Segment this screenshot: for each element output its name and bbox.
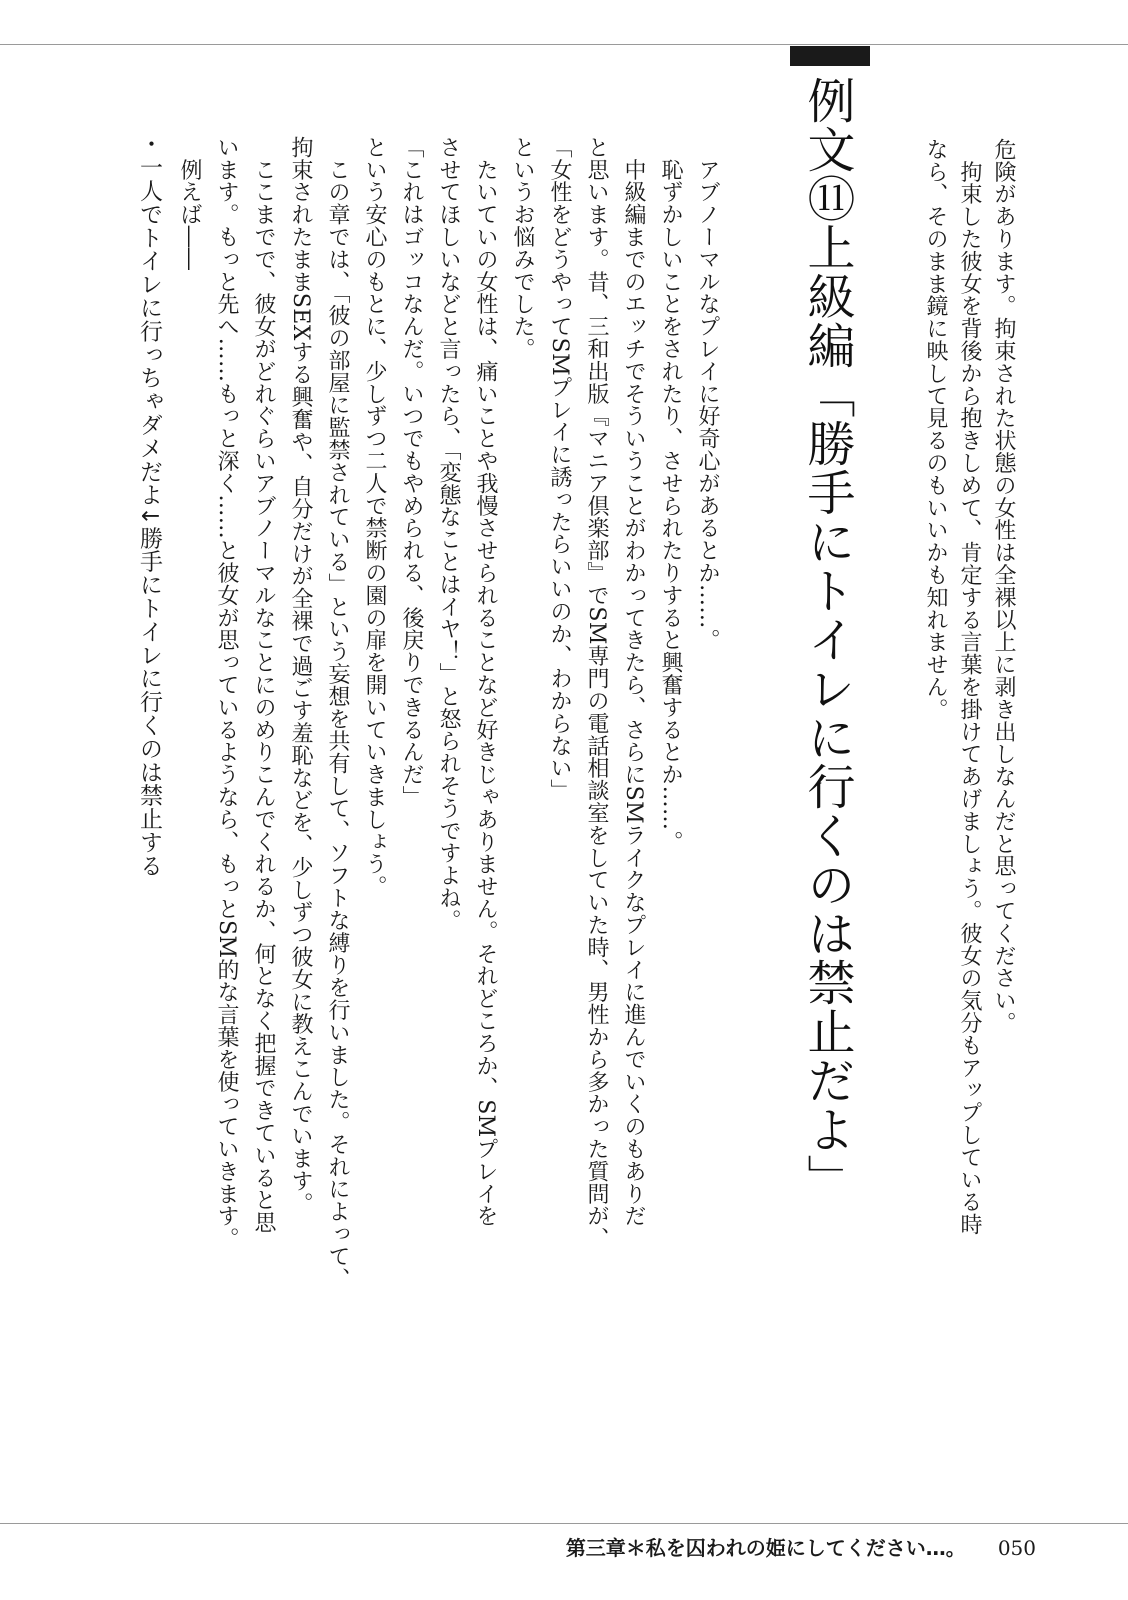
bottom-rule	[0, 1523, 1128, 1524]
intro-line-3: なら、そのまま鏡に映して見るのもいいかも知れません。	[923, 138, 948, 721]
body-line-6: というお悩みでした。	[510, 136, 535, 360]
intro-line-2: 拘束した彼女を背後から抱きしめて、肯定する言葉を掛けてあげましょう。彼女の気分もアップしている時	[957, 138, 982, 1236]
body-line-1: アブノーマルなプレイに好奇心があるとか……。	[695, 136, 720, 652]
body-line-11: この章では、「彼の部屋に監禁されている」という妄想を共有して、ソフトな縛りを行いました。それによって、	[325, 136, 350, 1290]
body-line-2: 恥ずかしいことをされたり、させられたりすると興奮するとか……。	[658, 136, 683, 853]
body-line-8: させてほしいなどと言ったら、「変態なことはイヤ！」と怒られそうですよね。	[436, 136, 461, 932]
body-line-15: 例えば――	[177, 136, 202, 271]
bullet-rule-line: ・一人でトイレに行っちゃダメだよ↓勝手にトイレに行くのは禁止する	[136, 132, 162, 878]
heading-bar-decoration	[790, 46, 870, 66]
body-line-14: います。もっと先へ……もっと深く……と彼女が思っているようなら、もっとSM的な言葉を使っていきます。	[214, 136, 239, 1250]
body-line-4: と思います。昔、三和出版『マニア倶楽部』でSM専門の電話相談室をしていた時、男性から多かった質問が、	[584, 136, 609, 1250]
body-line-10: という安心のもとに、少しずつ二人で禁断の園の扉を開いていきましょう。	[362, 136, 387, 898]
intro-line-1: 危険があります。拘束された状態の女性は全裸以上に剥き出しなんだと思ってください。	[991, 138, 1016, 1034]
body-line-5: 「女性をどうやってSMプレイに誘ったらいいのか、わからない」	[547, 136, 572, 802]
body-line-12: 拘束されたままSEXする興奮や、自分だけが全裸で過ごす羞恥などを、少しずつ彼女に教えこんでいます。	[288, 136, 313, 1215]
section-heading: 例文⑪上級編「勝手にトイレに行くのは禁止だよ」	[799, 76, 855, 1203]
footer-chapter-title: 第三章＊私を囚われの姫にしてください…。	[565, 1536, 966, 1560]
page-number: 050	[997, 1536, 1036, 1560]
body-line-3: 中級編までのエッチでそういうことがわかってきたら、さらにSMライクなプレイに進んでいくのもありだ	[621, 136, 646, 1228]
page-footer	[566, 1532, 1036, 1561]
body-line-7: たいていの女性は、痛いことや我慢させられることなど好きじゃありません。それどころか、SMプレイを	[473, 136, 498, 1228]
body-line-13: ここまでで、彼女がどれぐらいアブノーマルなことにのめりこんでくれるか、何となく把握できていると思	[251, 136, 276, 1234]
top-rule	[0, 44, 1128, 45]
body-line-9: 「これはゴッコなんだ。いつでもやめられる、後戻りできるんだ」	[399, 136, 424, 808]
